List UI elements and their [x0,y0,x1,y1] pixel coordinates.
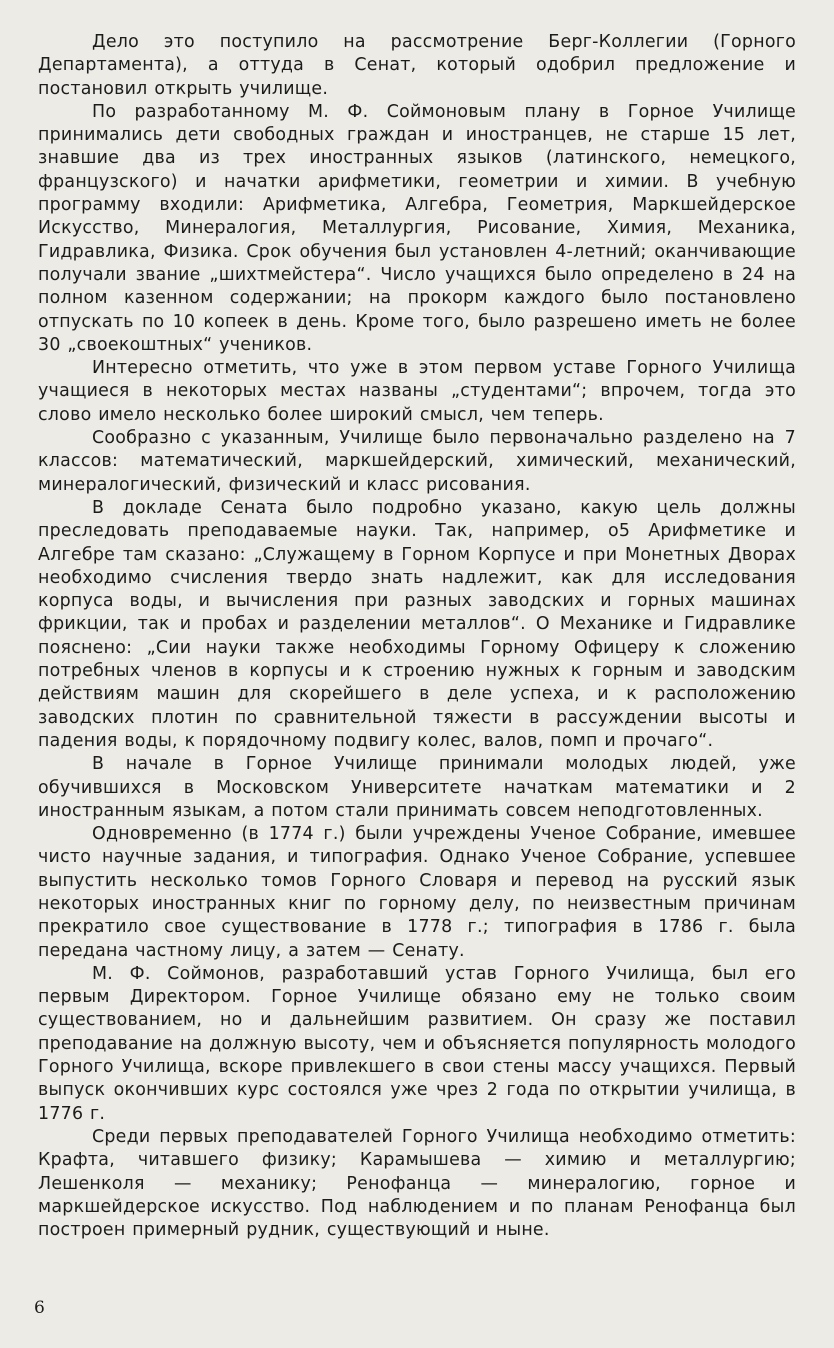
paragraph: Среди первых преподавателей Горного Училища необходимо отметить: Крафта, читавшего физику; Карамышева — химию и металлургию; Лешенколя — механику; Ренофанца — минералогию, горное и маркшейдерское искусство. Под наблюдением и по планам Ренофанца был построен примерный рудник, существующий и ныне. [38,1126,796,1241]
paragraph: Дело это поступило на рассмотрение Берг-Коллегии (Горного Департамента), а оттуда в Сенат, который одобрил предложение и постановил открыть училище. [38,32,796,99]
paragraph: Одновременно (в 1774 г.) были учреждены Ученое Собрание, имевшее чисто научные задания, и типография. Однако Ученое Собрание, успевшее выпустить несколько томов Горного Словаря и перевод на русский язык некоторых иностранных книг по горному делу, по неизвестным причинам прекратило свое существование в 1778 г.; типография в 1786 г. была передана частному лицу, а затем — Сенату. [38,824,796,961]
body-text [38,31,796,1242]
paragraph: По разработанному М. Ф. Соймоновым плану в Горное Училище принимались дети свободных граждан и иностранцев, не старше 15 лет, знавшие два из трех иностранных языков (латинского, немецкого, французского) и начатки арифметики, геометрии и химии. В учебную программу входили: Арифметика, Алгебра, Геометрия, Маркшейдерское Искусство, Минералогия, Металлургия, Рисование, Химия, Механика, Гидравлика, Физика. Срок обучения был установлен 4-летний; оканчивающие получали звание „шихтмейстера“. Число учащихся было определено в 24 на полном казенном содержании; на прокорм каждого было постановлено отпускать по 10 копеек в день. Кроме того, было разрешено иметь не более 30 „своекоштных“ учеников. [38,101,796,355]
paragraph: М. Ф. Соймонов, разработавший устав Горного Училища, был его первым Директором. Горное Училище обязано ему не только своим существованием, но и дальнейшим развитием. Он сразу же поставил преподавание на должную высоту, чем и объясняется популярность молодого Горного Училища, вскоре привлекшего в свои стены массу учащихся. Первый выпуск окончивших курс состоялся уже чрез 2 года по открытии училища, в 1776 г. [38,963,796,1124]
page-number: 6 [34,1298,45,1318]
paragraph: В начале в Горное Училище принимали молодых людей, уже обучившихся в Московском Университете начаткам математики и 2 иностранным языкам, а потом стали принимать совсем неподготовленных. [38,754,796,821]
paragraph: Сообразно с указанным, Училище было первоначально разделено на 7 классов: математический, маркшейдерский, химический, механический, минералогический, физический и класс рисования. [38,428,796,495]
paragraph: Интересно отметить, что уже в этом первом уставе Горного Училища учащиеся в некоторых местах названы „студентами“; впрочем, тогда это слово имело несколько более широкий смысл, чем теперь. [38,358,796,425]
paragraph: В докладе Сената было подробно указано, какую цель должны преследовать преподаваемые науки. Так, например, о5 Арифметике и Алгебре там сказано: „Служащему в Горном Корпусе и при Монетных Дворах необходимо счисления твердо знать надлежит, как для исследования корпуса воды, и вычисления при разных заводских и горных машинах фрикции, так и пробах и разделении металлов“. О Механике и Гидравлике пояснено: „Сии науки также необходимы Горному Офицеру к сложению потребных членов в корпусы и к строению нужных к горным и заводским действиям машин для скорейшего в деле успеха, и к расположению заводских плотин по сравнительной тяжести в рассуждении высоты и падения воды, к порядочному подвигу колес, валов, помп и прочаго“. [38,497,796,751]
